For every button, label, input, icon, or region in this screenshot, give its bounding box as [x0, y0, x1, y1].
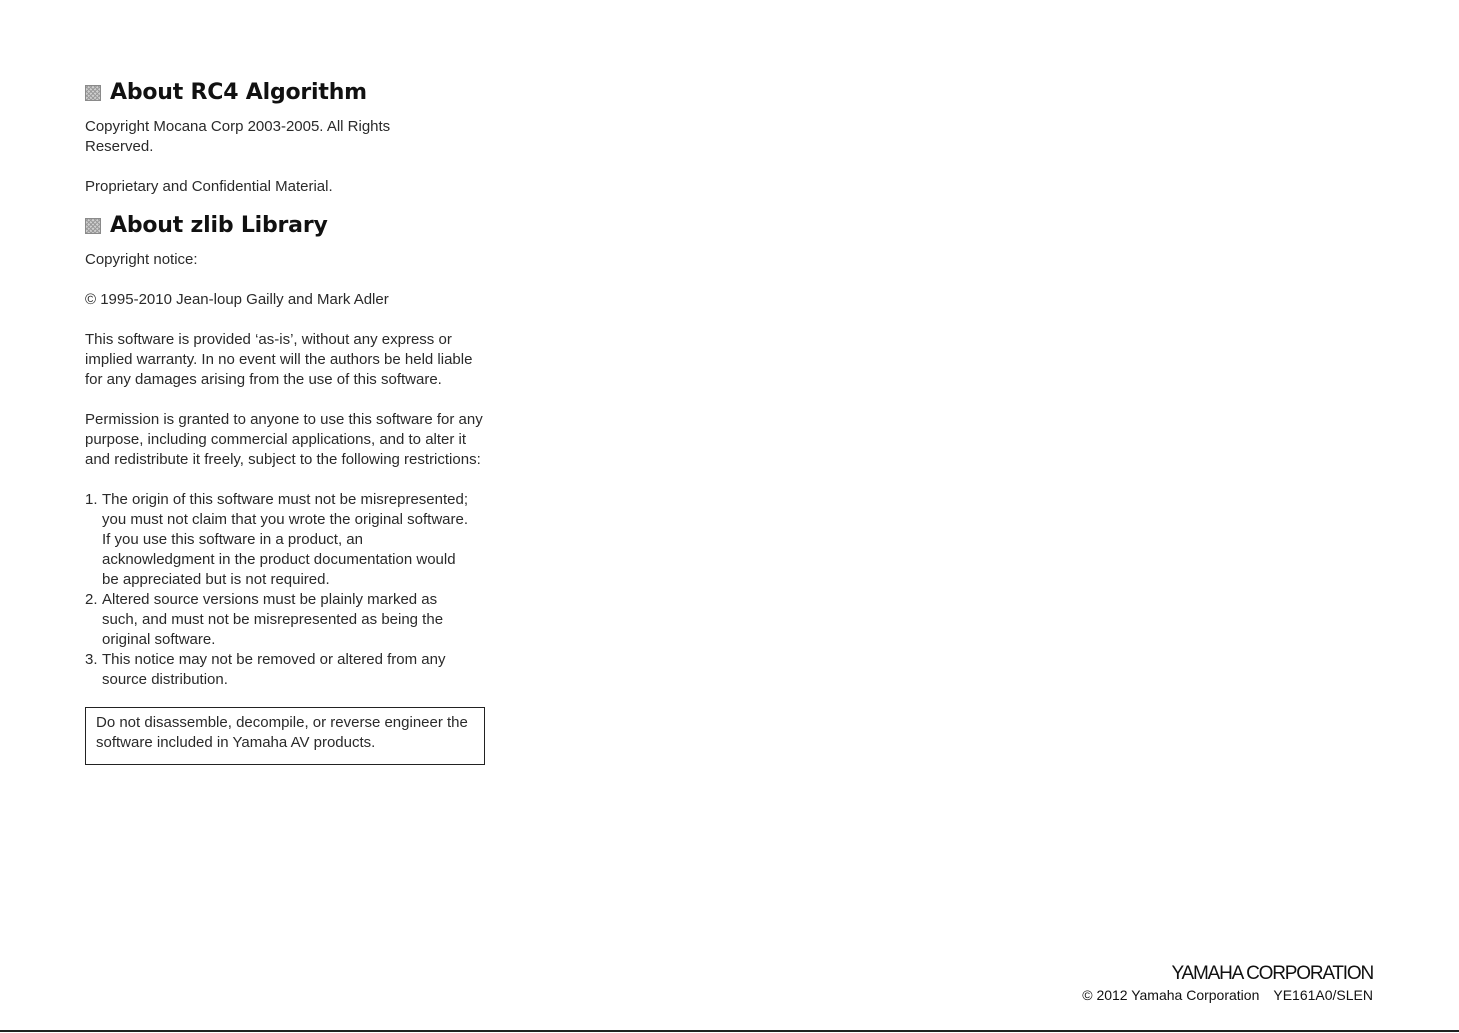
list-item — [85, 590, 475, 650]
section-bullet-icon — [85, 218, 101, 234]
document-code: YE161A0/SLEN — [1273, 987, 1373, 1003]
zlib-copyright-notice-label: Copyright notice: — [85, 251, 198, 268]
list-item — [85, 490, 475, 590]
zlib-warranty-paragraph: This software is provided ‘as-is’, without any express or implied warranty. In no event will the authors be held liable for any damages arising from the use of this software. — [85, 331, 473, 388]
footer-copyright-line — [1082, 986, 1373, 1004]
list-item-text: The origin of this software must not be misrepresented; you must not claim that you wrote the original software. If you use this software in a product, an acknowledgment in the product documentation would be appreciated but is not required. — [102, 491, 469, 588]
list-item-number: 2. — [85, 591, 98, 608]
content-column — [85, 78, 495, 765]
list-item-text: This notice may not be removed or altered from any source distribution. — [102, 651, 446, 688]
bottom-divider — [0, 1030, 1459, 1032]
notice-text: Do not disassemble, decompile, or reverse engineer the software included in Yamaha AV products. — [96, 714, 468, 751]
list-item-number: 1. — [85, 491, 98, 508]
rc4-section-heading — [85, 78, 495, 108]
page-footer — [1082, 962, 1373, 1004]
rc4-heading-text: About RC4 Algorithm — [110, 80, 367, 105]
zlib-heading-text: About zlib Library — [110, 213, 328, 238]
footer-copyright-text: © 2012 Yamaha Corporation — [1082, 987, 1260, 1003]
list-item-number: 3. — [85, 651, 98, 668]
list-item-text: Altered source versions must be plainly marked as such, and must not be misrepresented as being the original software. — [102, 591, 444, 648]
rc4-copyright-paragraph: Copyright Mocana Corp 2003-2005. All Rights Reserved. — [85, 118, 391, 155]
rc4-proprietary-paragraph: Proprietary and Confidential Material. — [85, 178, 333, 195]
zlib-section-heading — [85, 211, 495, 241]
corporation-name: YAMAHA CORPORATION — [1171, 963, 1373, 984]
reverse-engineering-notice-box — [85, 707, 485, 765]
list-item — [85, 650, 475, 690]
restrictions-list — [85, 490, 475, 690]
zlib-permission-paragraph: Permission is granted to anyone to use this software for any purpose, including commercial applications, and to alter it and redistribute it freely, subject to the following restrictions: — [85, 411, 483, 468]
section-bullet-icon — [85, 85, 101, 101]
zlib-copyright-line: © 1995-2010 Jean-loup Gailly and Mark Adler — [85, 291, 389, 308]
